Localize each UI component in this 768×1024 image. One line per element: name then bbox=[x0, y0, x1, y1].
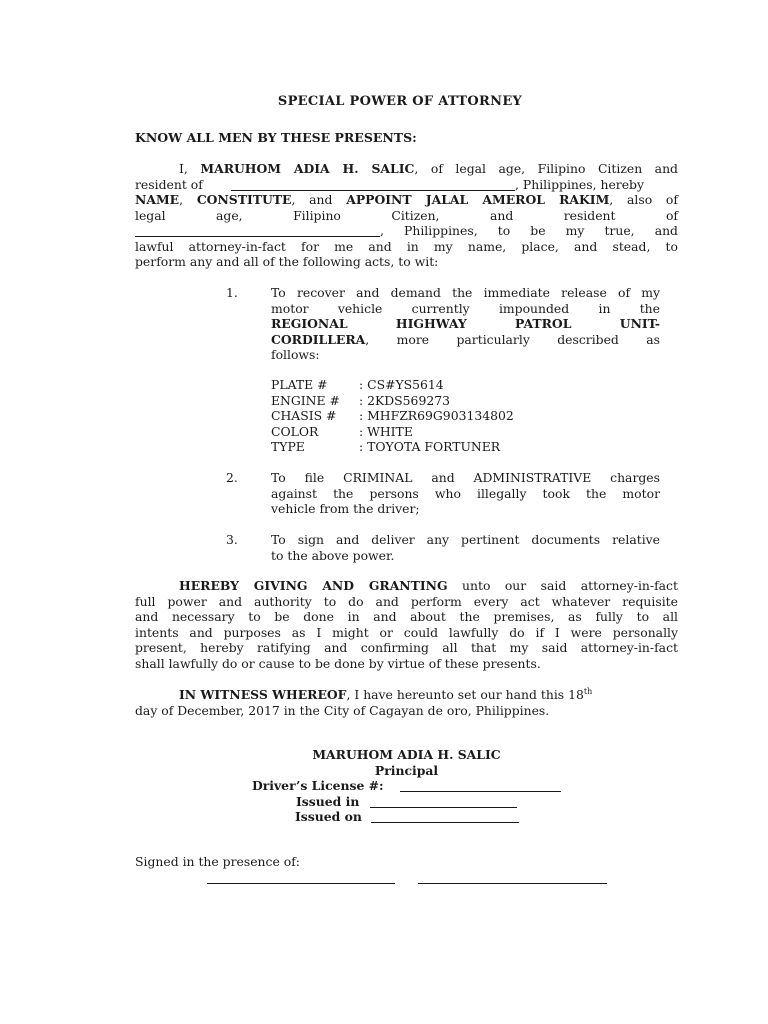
witness-signature-line-2 bbox=[418, 883, 607, 884]
issued-in-label: Issued in bbox=[296, 794, 360, 809]
principal-name: MARUHOM ADIA H. SALIC bbox=[200, 161, 415, 176]
residence-blank-1 bbox=[231, 179, 515, 191]
drivers-license-label: Driver’s License #: bbox=[252, 778, 384, 793]
p1-line-4: legal age, Filipino Citizen, and resident of bbox=[135, 207, 678, 223]
document-page: SPECIAL POWER OF ATTORNEY KNOW ALL MEN BY THESE PRESENTS: I, MARUHOM ADIA H. SALIC, of legal age, Filipino Citizen and resident of , Philippines, hereby NAME, CONSTITUTE, and APPOINT JALAL AMEROL RAKIM, also of legal age, Filipino Citizen, and resident of , Philippines, to be my true, and lawful attorney-in-fact for me and in my name, place, and stead, to perform any and all of the following acts, to wit: 1. To recover and demand the immediate release of my motor vehicle currently impounded in the REGIONAL HIGHWAY PATROL UNIT- CORDILLERA, more particularly described as follows: PLATE # : CS#YS5614 ENGINE # : 2KDS569273 CHASIS # : MHFZR69G903134802 COLOR : WHITE TYPE : TOYOTA FORTUNER 2. To file CRIMINAL and ADMINISTRATIVE charges against the persons who illegally took the motor vehicle from the driver; 3. To sign and deliver any pertinent documents relative to the above power. HEREBY GIVING AND GRANTING unto our said attorney-in-fact full power and authority to do and perform every act whatever requisite and necessary to be done in and about the premises, as fully to all intents and purposes as I might or could lawfully do if I were personally present, hereby ratifying and confirming all that my said attorney-in-fact shall lawfully do or cause to be done by virtue of these presents. IN WITNESS WHEREOF, I have hereunto set our hand this 18th day of December, 2017 in the City of Cagayan de oro, Philippines. MARUHOM ADIA H. SALIC Principal Driver’s License #: Issued in Issued on Signed in the presence of: bbox=[0, 0, 768, 1024]
vehicle-row: COLOR : WHITE bbox=[271, 423, 413, 439]
issued-on-blank bbox=[371, 822, 519, 823]
residence-blank-2 bbox=[135, 225, 380, 237]
attorney-name: APPOINT JALAL AMEROL RAKIM bbox=[346, 192, 610, 207]
vehicle-details bbox=[271, 377, 514, 455]
document-heading: KNOW ALL MEN BY THESE PRESENTS: bbox=[135, 130, 417, 145]
p1-line-6: lawful attorney-in-fact for me and in my name, place, and stead, to bbox=[135, 238, 678, 254]
vehicle-row: PLATE # : CS#YS5614 bbox=[271, 377, 444, 392]
p1-line-1: I, MARUHOM ADIA H. SALIC, of legal age, Filipino Citizen and bbox=[179, 161, 678, 176]
witness-signature-line-1 bbox=[207, 883, 395, 884]
p1-line-2: resident of , Philippines, hereby bbox=[135, 176, 644, 192]
vehicle-row: CHASIS # : MHFZR69G903134802 bbox=[271, 408, 514, 423]
witness-paragraph: IN WITNESS WHEREOF, I have hereunto set our hand this 18th day of December, 2017 in the City of Cagayan de oro, Philippines. bbox=[135, 686, 593, 718]
granting-paragraph: HEREBY GIVING AND GRANTING unto our said attorney-in-fact full power and authority to do and perform every act whatever requisite and necessary to be done in and about the premises, as fully to all intents and purposes as I might or could lawfully do if I were personally present, hereby ratifying and confirming all that my said attorney-in-fact shall lawfully do or cause to be done by virtue of these presents. bbox=[135, 578, 678, 671]
appointment-paragraph bbox=[135, 161, 678, 270]
issued-in-blank bbox=[370, 807, 517, 808]
principal-role: Principal bbox=[374, 763, 439, 778]
issued-on-label: Issued on bbox=[295, 809, 362, 824]
p1-line-7: perform any and all of the following acts, to wit: bbox=[135, 254, 439, 269]
document-title: SPECIAL POWER OF ATTORNEY bbox=[277, 94, 523, 109]
principal-signature-name: MARUHOM ADIA H. SALIC bbox=[312, 747, 501, 762]
witness-label: Signed in the presence of: bbox=[135, 854, 300, 869]
drivers-license-blank bbox=[400, 791, 561, 792]
vehicle-row: TYPE : TOYOTA FORTUNER bbox=[271, 439, 501, 454]
p1-line-5: , Philippines, to be my true, and bbox=[135, 223, 678, 239]
vehicle-row: ENGINE # : 2KDS569273 bbox=[271, 392, 450, 408]
p1-line-3: NAME, CONSTITUTE, and APPOINT JALAL AMEROL RAKIM, also of bbox=[135, 192, 678, 207]
agency-name: REGIONAL HIGHWAY PATROL UNIT- bbox=[271, 316, 660, 331]
